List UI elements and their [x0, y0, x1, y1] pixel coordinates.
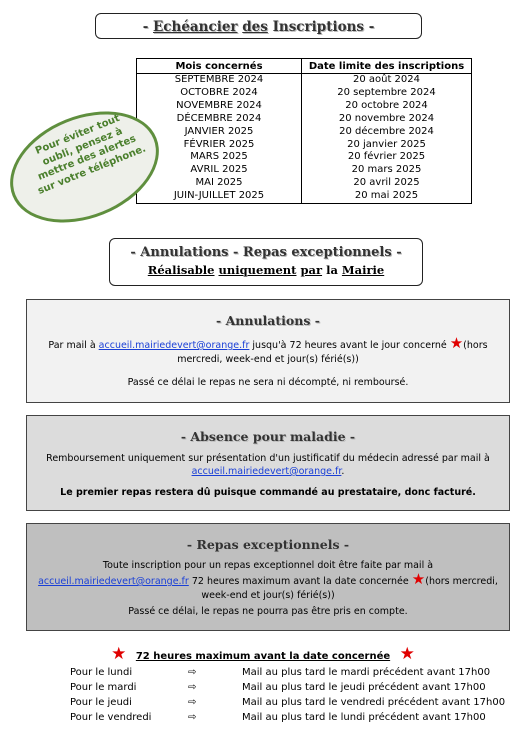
deadline-cell: 20 janvier 2025	[302, 139, 472, 152]
schedule-table	[136, 58, 472, 204]
annulations-section	[26, 299, 510, 403]
month-cell: OCTOBRE 2024	[137, 87, 302, 100]
month-cell: SEPTEMBRE 2024	[137, 74, 302, 87]
rule-day: Pour le mardi	[70, 682, 137, 693]
annulations-header-box	[109, 238, 423, 286]
exceptionnels-section	[26, 523, 510, 631]
table-row	[137, 87, 472, 100]
star-icon: ★	[449, 334, 464, 352]
deadline-cell: 20 avril 2025	[302, 177, 472, 190]
rule-day: Pour le vendredi	[70, 712, 152, 723]
email-link[interactable]: accueil.mairiedevert@orange.fr	[98, 340, 250, 351]
table-row	[137, 100, 472, 113]
month-cell: AVRIL 2025	[137, 164, 302, 177]
table-row	[137, 190, 472, 203]
email-link[interactable]: accueil.mairiedevert@orange.fr	[38, 576, 189, 587]
star-icon: ★	[111, 644, 127, 664]
annulations-note: Passé ce délai le repas ne sera ni décompté, ni remboursé.	[127, 377, 409, 388]
annulations-paragraph: Par mail à accueil.mairiedevert@orange.fr jusqu'à 72 heures avant le jour concerné ★(hors mercredi, week-end et jour(s) férié(s))	[48, 334, 488, 365]
rule-deadline: Mail au plus tard le mardi précédent avant 17h00	[242, 667, 491, 678]
exceptionnels-title: - Repas exceptionnels -	[186, 537, 350, 552]
deadline-cell: 20 octobre 2024	[302, 100, 472, 113]
month-cell: FÉVRIER 2025	[137, 139, 302, 152]
deadline-cell: 20 décembre 2024	[302, 126, 472, 139]
table-header-row	[137, 59, 472, 74]
star-icon: ★	[399, 644, 415, 664]
maladie-title: - Absence pour maladie -	[180, 429, 356, 444]
star-icon: ★	[411, 570, 426, 588]
exceptionnels-note: Passé ce délai, le repas ne pourra pas être pris en compte.	[128, 606, 408, 617]
deadline-cell: 20 mai 2025	[302, 190, 472, 203]
deadline-cell: 20 février 2025	[302, 151, 472, 164]
deadline-cell: 20 mars 2025	[302, 164, 472, 177]
month-cell: JANVIER 2025	[137, 126, 302, 139]
arrow-right-icon: ⇨	[188, 712, 197, 723]
deadline-cell: 20 septembre 2024	[302, 87, 472, 100]
page-title: - Echéancier des Inscriptions -	[95, 13, 422, 39]
month-cell: NOVEMBRE 2024	[137, 100, 302, 113]
arrow-right-icon: ⇨	[188, 667, 197, 678]
rule-deadline: Mail au plus tard le vendredi précédent avant 17h00	[242, 697, 506, 708]
exceptionnels-paragraph-1: Toute inscription pour un repas exceptionnel doit être faite par mail à	[102, 560, 434, 571]
table-row	[137, 74, 472, 87]
table-row	[137, 164, 472, 177]
annulations-header-title: - Annulations - Repas exceptionnels -	[130, 245, 402, 260]
arrow-right-icon: ⇨	[188, 682, 197, 693]
column-header-deadline: Date limite des inscriptions	[302, 59, 472, 74]
maladie-section	[26, 415, 510, 511]
email-link[interactable]: accueil.mairiedevert@orange.fr	[191, 466, 342, 477]
month-cell: JUIN-JUILLET 2025	[137, 190, 302, 203]
deadline-cell: 20 août 2024	[302, 74, 472, 87]
rule-deadline: Mail au plus tard le jeudi précédent avant 17h00	[242, 682, 486, 693]
rules-title: 72 heures maximum avant la date concernée	[135, 651, 391, 662]
rule-day: Pour le jeudi	[70, 697, 132, 708]
annulations-header-subtitle: Réalisable uniquement par la Mairie	[147, 263, 385, 277]
arrow-right-icon: ⇨	[188, 697, 197, 708]
rule-deadline: Mail au plus tard le lundi précédent avant 17h00	[242, 712, 486, 723]
column-header-months: Mois concernés	[137, 59, 302, 74]
exceptionnels-paragraph-2: accueil.mairiedevert@orange.fr 72 heures maximum avant la date concernée ★(hors mercredi, week-end et jour(s) férié(s))	[38, 570, 498, 601]
rules-title-line	[0, 644, 526, 664]
maladie-paragraph: Remboursement uniquement sur présentation d'un justificatif du médecin adressé par mail à accueil.mairiedevert@orange.fr.	[46, 453, 490, 477]
deadline-cell: 20 novembre 2024	[302, 113, 472, 126]
table-row	[137, 177, 472, 190]
month-cell: DÉCEMBRE 2024	[137, 113, 302, 126]
table-row	[137, 126, 472, 139]
month-cell: MARS 2025	[137, 151, 302, 164]
table-row	[137, 139, 472, 152]
month-cell: MAI 2025	[137, 177, 302, 190]
maladie-note: Le premier repas restera dû puisque commandé au prestataire, donc facturé.	[60, 487, 476, 498]
rule-day: Pour le lundi	[70, 667, 133, 678]
reminder-text: Pour éviter tout oubli, pensez à mettre des alertes sur votre téléphone.	[33, 112, 148, 197]
annulations-title: - Annulations -	[216, 313, 320, 328]
table-row	[137, 113, 472, 126]
table-row	[137, 151, 472, 164]
